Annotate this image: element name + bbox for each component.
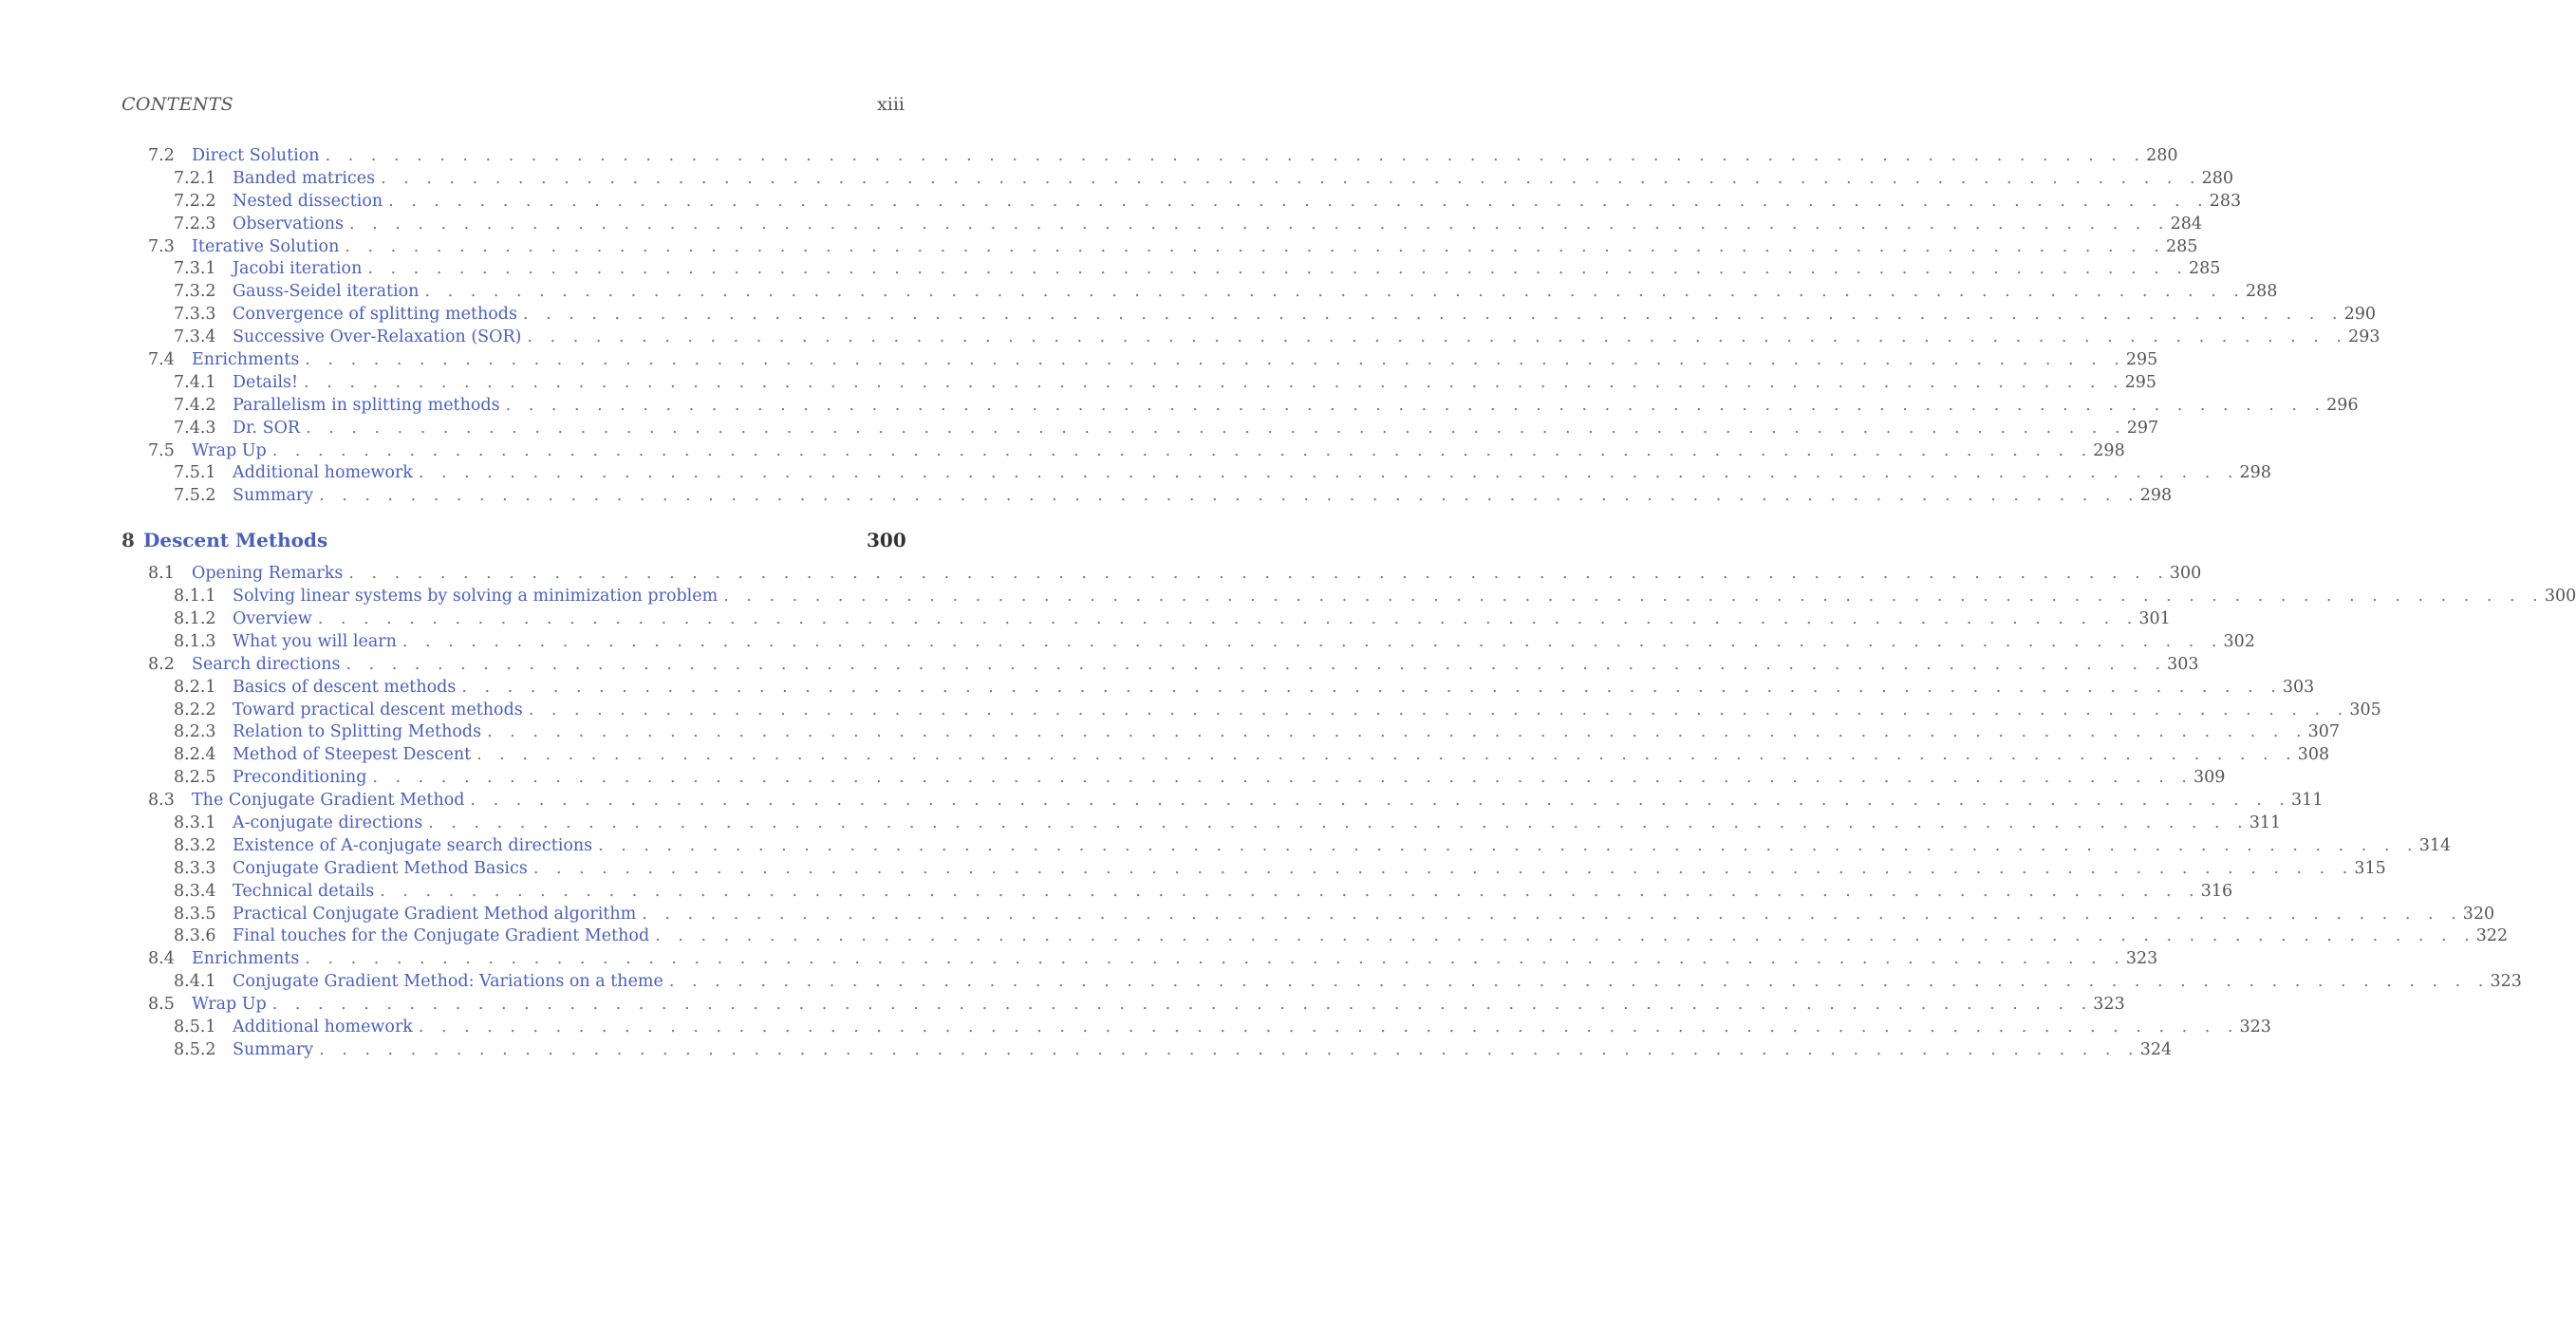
toc-entry-number: 8.3 (148, 791, 175, 811)
dot-leader: . . . . . . . . . . . . . . . . . . . . . . . . . . . . . . . . . . . . . . . . . . . . . . . . . . . . . . . . . . . . . . . . . . . . . . . . . . . . . . . . (319, 1039, 2140, 1059)
dot-leader: . . . . . . . . . . . . . . . . . . . . . . . . . . . . . . . . . . . . . . . . . . . . . . . . . . . . . . . . . . . . . . . . . . . . . . . . . . . . . . . . (380, 881, 2201, 901)
toc-entry-number: 8.1.1 (174, 587, 216, 607)
toc-entry-page[interactable]: 302 (2223, 631, 2255, 651)
dot-leader: . . . . . . . . . . . . . . . . . . . . . . . . . . . . . . . . . . . . . . . . . . . . . . . . . . . . . . . . . . . . . . . . . . . . . . . . . . . . . . . . (401, 631, 2223, 651)
dot-leader: . . . . . . . . . . . . . . . . . . . . . . . . . . . . . . . . . . . . . . . . . . . . . . . . . . . . . . . . . . . . . . . . . . . . . . . . . . . . . . . . (381, 168, 2202, 188)
toc-entry-subsection[interactable] (121, 257, 2221, 280)
toc-entry-subsection[interactable] (121, 190, 2242, 213)
toc-entry-number: 7.2 (148, 145, 175, 165)
toc-entry-number: 8.5.2 (174, 1039, 216, 1059)
toc-entry-number: 7.3.3 (174, 305, 216, 325)
toc-entry-link[interactable]: Relation to Splitting Methods (233, 722, 482, 742)
toc-entry-link[interactable]: Gauss-Seidel iteration (233, 282, 420, 302)
toc-entry-section[interactable] (121, 439, 2125, 462)
dot-leader: . . . . . . . . . . . . . . . . . . . . . . . . . . . . . . . . . . . . . . . . . . . . . . . . . . . . . . . . . . . . . . . . . . . . . . . . . . . . . . . . (306, 418, 2127, 438)
toc-entry-subsection[interactable] (121, 834, 2452, 857)
toc-entry-number: 7.4.1 (174, 372, 216, 392)
toc-entry-section[interactable] (121, 562, 2202, 585)
dot-leader: . . . . . . . . . . . . . . . . . . . . . . . . . . . . . . . . . . . . . . . . . . . . . . . . . . . . . . . . . . . . . . . . . . . . . . . . . . . . . . . . (271, 995, 2093, 1015)
dot-leader: . . . . . . . . . . . . . . . . . . . . . . . . . . . . . . . . . . . . . . . . . . . . . . . . . . . . . . . . . . . . . . . . . . . . . . . . . . . . . . . . (461, 677, 2283, 697)
toc-entry-number: 8.3.5 (174, 904, 216, 924)
toc-entry-section[interactable] (121, 993, 2125, 1016)
toc-entry-page[interactable]: 280 (2146, 145, 2178, 165)
toc-entry-subsection[interactable] (121, 417, 2159, 439)
toc-entry-link[interactable]: Existence of A-conjugate search directions (233, 835, 593, 855)
toc-entry-chapter[interactable] (121, 527, 905, 553)
dot-leader: . . . . . . . . . . . . . . . . . . . . . . . . . . . . . . . . . . . . . . . . . . . . . . . . . . . . . . . . . . . . . . . . . . . . . . . . . . . . . . . . (424, 282, 2246, 302)
toc-entry-number: 7.3.2 (174, 282, 216, 302)
toc-entry-number: 8.1 (148, 564, 175, 584)
running-title: CONTENTS (121, 94, 233, 115)
toc-entry-page[interactable]: 320 (2462, 904, 2495, 924)
dot-leader: . . . . . . . . . . . . . . . . . . . . . . . . . . . . . . . . . . . . . . . . . . . . . . . . . . . . . . . . . . . . . . . . . . . . . . . . . . . . . . . . (418, 1018, 2239, 1037)
toc-entry-page[interactable]: 285 (2188, 259, 2221, 279)
dot-leader: . . . . . . . . . . . . . . . . . . . . . . . . . . . . . . . . . . . . . . . . . . . . . . . . . . . . . . . . . . . . . . . . . . . . . . . . . . . . . . . . (319, 486, 2140, 506)
toc-entry-subsection[interactable] (121, 970, 2522, 993)
toc-entry-page[interactable]: 295 (2125, 349, 2158, 369)
toc-entry-subsection[interactable] (121, 720, 2341, 743)
toc-entry-page[interactable]: 311 (2291, 791, 2324, 811)
toc-entry-section[interactable] (121, 235, 2198, 258)
toc-entry-page[interactable]: 280 (2201, 168, 2234, 188)
toc-entry-page[interactable]: 322 (2475, 926, 2509, 946)
toc-entry-page[interactable]: 285 (2165, 236, 2198, 256)
toc-entry-page[interactable]: 305 (2349, 700, 2381, 719)
dot-leader: . . . . . . . . . . . . . . . . . . . . . . . . . . . . . . . . . . . . . . . . . . . . . . . . . . . . . . . . . . . . . . . . . . . . . . . . . . . . . . . . (528, 700, 2349, 719)
toc-entry-number: 8.1.3 (174, 631, 216, 651)
dot-leader: . . . . . . . . . . . . . . . . . . . . . . . . . . . . . . . . . . . . . . . . . . . . . . . . . . . . . . . . . . . . . . . . . . . . . . . . . . . . . . . . (428, 812, 2249, 832)
toc-entry-link[interactable]: Successive Over-Relaxation (SOR) (233, 327, 522, 347)
toc-entry-link[interactable]: Basics of descent methods (233, 677, 457, 697)
toc-entry-page[interactable]: 298 (2239, 463, 2271, 483)
toc-entry-link[interactable]: Descent Methods (143, 529, 328, 552)
toc-entry-number: 8.5 (148, 995, 175, 1015)
toc-entry-page[interactable]: 311 (2249, 812, 2282, 832)
toc-entry-number: 8.3.6 (174, 926, 216, 946)
toc-entry-link[interactable]: Additional homework (233, 1018, 413, 1037)
toc-entry-page[interactable]: 293 (2348, 327, 2380, 347)
toc-entry-link[interactable]: Conjugate Gradient Method: Variations on a theme (233, 972, 663, 992)
toc-entry-subsection[interactable] (121, 213, 2202, 235)
toc-entry-link[interactable]: Summary (233, 486, 314, 506)
dot-leader: . . . . . . . . . . . . . . . . . . . . . . . . . . . . . . . . . . . . . . . . . . . . . . . . . . . . . . . . . . . . . . . . . . . . . . . . . . . . . . . . (349, 214, 2170, 233)
dot-leader: . . . . . . . . . . . . . . . . . . . . . . . . . . . . . . . . . . . . . . . . . . . . . . . . . . . . . . . . . . . . . . . . . . . . . . . . . . . . . . . . (655, 926, 2476, 946)
toc-entry-link[interactable]: Enrichments (192, 949, 300, 969)
toc-entry-subsection[interactable] (121, 766, 2226, 789)
toc-entry-number: 8.3.4 (174, 881, 216, 901)
toc-entry-number: 7.3.4 (174, 327, 216, 347)
dot-leader: . . . . . . . . . . . . . . . . . . . . . . . . . . . . . . . . . . . . . . . . . . . . . . . . . . . . . . . . . . . . . . . . . . . . . . . . . . . . . . . . (317, 608, 2138, 628)
toc-entry-link[interactable]: Final touches for the Conjugate Gradient Method (233, 926, 650, 946)
page-header (121, 91, 905, 118)
toc-entry-number: 8.2.2 (174, 700, 216, 719)
toc-entry-subsection[interactable] (121, 461, 2271, 484)
toc-entry-link[interactable]: Preconditioning (233, 768, 367, 788)
toc-entry-page[interactable]: 303 (2167, 654, 2199, 674)
toc-entry-subsection[interactable] (121, 699, 2381, 721)
toc-entry-link[interactable]: Iterative Solution (192, 236, 340, 256)
toc-entry-page[interactable]: 298 (2139, 486, 2173, 506)
toc-entry-page[interactable]: 297 (2126, 418, 2159, 438)
toc-entry-number: 7.2.2 (174, 191, 216, 211)
toc-entry-link[interactable]: Nested dissection (233, 191, 383, 211)
dot-leader: . . . . . . . . . . . . . . . . . . . . . . . . . . . . . . . . . . . . . . . . . . . . . . . . . . . . . . . . . . . . . . . . . . . . . . . . . . . . . . . . (418, 463, 2239, 483)
toc-entry-section[interactable] (121, 947, 2158, 970)
toc-entry-link[interactable]: Parallelism in splitting methods (233, 395, 500, 415)
toc-entry-section[interactable] (121, 144, 2178, 167)
toc-entry-subsection[interactable] (121, 303, 2376, 326)
toc-entry-subsection[interactable] (121, 167, 2234, 190)
toc-entry-number: 8.2.5 (174, 768, 216, 788)
toc-entry-subsection[interactable] (121, 743, 2330, 766)
toc-entry-number: 8.2 (148, 654, 175, 674)
toc-entry-section[interactable] (121, 348, 2158, 371)
toc-entry-link[interactable]: Dr. SOR (233, 418, 301, 438)
toc-entry-link[interactable]: Details! (233, 372, 299, 392)
toc-entry-number: 8 (121, 529, 135, 552)
toc-entry-link[interactable]: Method of Steepest Descent (233, 745, 472, 765)
toc-entry-number: 8.5.1 (174, 1018, 216, 1037)
toc-entry-link[interactable]: A-conjugate directions (233, 812, 423, 832)
toc-entry-page[interactable]: 316 (2200, 881, 2233, 901)
dot-leader: . . . . . . . . . . . . . . . . . . . . . . . . . . . . . . . . . . . . . . . . . . . . . . . . . . . . . . . . . . . . . . . . . . . . . . . . . . . . . . . . (367, 259, 2189, 279)
toc-entry-subsection[interactable] (121, 925, 2509, 948)
toc-entry-number: 7.5 (148, 440, 175, 460)
toc-entry-link[interactable]: Opening Remarks (192, 564, 344, 584)
dot-leader: . . . . . . . . . . . . . . . . . . . . . . . . . . . . . . . . . . . . . . . . . . . . . . . . . . . . . . . . . . . . . . . . . . . . . . . . . . . . . . . . (325, 145, 2146, 165)
toc-entry-page[interactable]: 300 (2169, 564, 2202, 584)
toc-entry-page[interactable]: 300 (867, 529, 906, 552)
toc-entry-subsection[interactable] (121, 607, 2171, 630)
toc-entry-link[interactable]: Conjugate Gradient Method Basics (233, 858, 528, 878)
dot-leader: . . . . . . . . . . . . . . . . . . . . . . . . . . . . . . . . . . . . . . . . . . . . . . . . . . . . . . . . . . . . . . . . . . . . . . . . . . . . . . . . (305, 949, 2126, 969)
toc-entry-link[interactable]: Overview (233, 608, 312, 628)
toc-entry-number: 8.1.2 (174, 608, 216, 628)
toc-entry-page[interactable]: 303 (2282, 677, 2315, 697)
toc-entry-page[interactable]: 298 (2093, 440, 2125, 460)
toc-entry-subsection[interactable] (121, 1016, 2271, 1038)
dot-leader: . . . . . . . . . . . . . . . . . . . . . . . . . . . . . . . . . . . . . . . . . . . . . . . . . . . . . . . . . . . . . . . . . . . . . . . . . . . . . . . . (522, 305, 2343, 325)
toc-entry-page[interactable]: 301 (2138, 608, 2171, 628)
dot-leader: . . . . . . . . . . . . . . . . . . . . . . . . . . . . . . . . . . . . . . . . . . . . . . . . . . . . . . . . . . . . . . . . . . . . . . . . . . . . . . . . (304, 372, 2125, 392)
toc-entry-page[interactable]: 290 (2343, 305, 2376, 325)
toc-entry-page[interactable]: 295 (2124, 372, 2157, 392)
dot-leader: . . . . . . . . . . . . . . . . . . . . . . . . . . . . . . . . . . . . . . . . . . . . . . . . . . . . . . . . . . . . . . . . . . . . . . . . . . . . . . . . (388, 191, 2210, 211)
toc-entry-page[interactable]: 284 (2170, 214, 2202, 233)
toc-entry-link[interactable]: Direct Solution (192, 145, 320, 165)
toc-entry-number: 7.4 (148, 349, 175, 369)
table-of-contents (121, 144, 2576, 1061)
toc-entry-link[interactable]: Jacobi iteration (233, 259, 363, 279)
dot-leader: . . . . . . . . . . . . . . . . . . . . . . . . . . . . . . . . . . . . . . . . . . . . . . . . . . . . . . . . . . . . . . . . . . . . . . . . . . . . . . . . (345, 236, 2166, 256)
toc-entry-number: 7.5.1 (174, 463, 216, 483)
toc-entry-link[interactable]: Wrap Up (192, 440, 267, 460)
toc-entry-page[interactable]: 300 (2544, 587, 2576, 607)
toc-entry-number: 8.2.4 (174, 745, 216, 765)
toc-entry-subsection[interactable] (121, 326, 2380, 348)
dot-leader: . . . . . . . . . . . . . . . . . . . . . . . . . . . . . . . . . . . . . . . . . . . . . . . . . . . . . . . . . . . . . . . . . . . . . . . . . . . . . . . . (305, 349, 2126, 369)
toc-entry-section[interactable] (121, 789, 2324, 812)
toc-entry-subsection[interactable] (121, 903, 2495, 925)
toc-entry-number: 7.2.1 (174, 168, 216, 188)
toc-entry-page[interactable]: 323 (2490, 972, 2522, 992)
toc-entry-number: 8.3.2 (174, 835, 216, 855)
toc-entry-page[interactable]: 309 (2193, 768, 2226, 788)
toc-entry-link[interactable]: Technical details (233, 881, 375, 901)
toc-entry-number: 7.4.3 (174, 418, 216, 438)
toc-entry-link[interactable]: The Conjugate Gradient Method (192, 791, 465, 811)
toc-entry-link[interactable]: Summary (233, 1039, 314, 1059)
dot-leader: . . . . . . . . . . . . . . . . . . . . . . . . . . . . . . . . . . . . . . . . . . . . . . . . . . . . . . . . . . . . . . . . . . . . . . . . . . . . . . . . (723, 587, 2545, 607)
toc-entry-number: 7.2.3 (174, 214, 216, 233)
dot-leader: . . . . . . . . . . . . . . . . . . . . . . . . . . . . . . . . . . . . . . . . . . . . . . . . . . . . . . . . . . . . . . . . . . . . . . . . . . . . . . . . (476, 745, 2298, 765)
toc-entry-number: 8.4 (148, 949, 175, 969)
dot-leader: . . . . . . . . . . . . . . . . . . . . . . . . . . . . . . . . . . . . . . . . . . . . . . . . . . . . . . . . . . . . . . . . . . . . . . . . . . . . . . . . (470, 791, 2291, 811)
toc-entry-link[interactable]: Practical Conjugate Gradient Method algorithm (233, 904, 637, 924)
toc-entry-link[interactable]: Convergence of splitting methods (233, 305, 517, 325)
toc-entry-subsection[interactable] (121, 585, 2576, 607)
toc-entry-number: 8.4.1 (174, 972, 216, 992)
toc-entry-page[interactable]: 288 (2246, 282, 2278, 302)
toc-entry-link[interactable]: Enrichments (192, 349, 300, 369)
toc-entry-link[interactable]: Solving linear systems by solving a minimization problem (233, 587, 719, 607)
toc-entry-page[interactable]: 323 (2125, 949, 2158, 969)
toc-entry-section[interactable] (121, 653, 2199, 676)
toc-entry-subsection[interactable] (121, 484, 2173, 507)
dot-leader: . . . . . . . . . . . . . . . . . . . . . . . . . . . . . . . . . . . . . . . . . . . . . . . . . . . . . . . . . . . . . . . . . . . . . . . . . . . . . . . . (668, 972, 2490, 992)
toc-entry-page[interactable]: 323 (2093, 995, 2125, 1015)
toc-entry-number: 8.2.3 (174, 722, 216, 742)
toc-entry-subsection[interactable] (121, 857, 2386, 880)
dot-leader: . . . . . . . . . . . . . . . . . . . . . . . . . . . . . . . . . . . . . . . . . . . . . . . . . . . . . . . . . . . . . . . . . . . . . . . . . . . . . . . . (532, 858, 2354, 878)
toc-entry-page[interactable]: 283 (2209, 191, 2242, 211)
toc-entry-link[interactable]: What you will learn (233, 631, 397, 651)
toc-entry-link[interactable]: Observations (233, 214, 344, 233)
dot-leader: . . . . . . . . . . . . . . . . . . . . . . . . . . . . . . . . . . . . . . . . . . . . . . . . . . . . . . . . . . . . . . . . . . . . . . . . . . . . . . . . (505, 395, 2326, 415)
toc-entry-number: 8.3.1 (174, 812, 216, 832)
toc-entry-link[interactable]: Additional homework (233, 463, 413, 483)
dot-leader: . . . . . . . . . . . . . . . . . . . . . . . . . . . . . . . . . . . . . . . . . . . . . . . . . . . . . . . . . . . . . . . . . . . . . . . . . . . . . . . . (487, 722, 2308, 742)
toc-entry-subsection[interactable] (121, 1038, 2173, 1061)
toc-entry-page[interactable]: 314 (2418, 835, 2452, 855)
toc-entry-page[interactable]: 308 (2297, 745, 2330, 765)
toc-entry-number: 8.3.3 (174, 858, 216, 878)
toc-entry-page[interactable]: 307 (2307, 722, 2341, 742)
toc-entry-link[interactable]: Banded matrices (233, 168, 376, 188)
toc-entry-subsection[interactable] (121, 880, 2233, 903)
toc-entry-number: 8.2.1 (174, 677, 216, 697)
dot-leader: . . . . . . . . . . . . . . . . . . . . . . . . . . . . . . . . . . . . . . . . . . . . . . . . . . . . . . . . . . . . . . . . . . . . . . . . . . . . . . . . (348, 564, 2170, 584)
dot-leader: . . . . . . . . . . . . . . . . . . . . . . . . . . . . . . . . . . . . . . . . . . . . . . . . . . . . . . . . . . . . . . . . . . . . . . . . . . . . . . . . (527, 327, 2348, 347)
toc-entry-link[interactable]: Wrap Up (192, 995, 267, 1015)
toc-entry-number: 7.3 (148, 236, 175, 256)
dot-leader: . . . . . . . . . . . . . . . . . . . . . . . . . . . . . . . . . . . . . . . . . . . . . . . . . . . . . . . . . . . . . . . . . . . . . . . . . . . . . . . . (271, 440, 2093, 460)
toc-entry-link[interactable]: Search directions (192, 654, 341, 674)
toc-entry-page[interactable]: 323 (2239, 1018, 2271, 1037)
toc-entry-subsection[interactable] (121, 371, 2157, 394)
toc-entry-number: 7.3.1 (174, 259, 216, 279)
toc-entry-subsection[interactable] (121, 676, 2315, 699)
dot-leader: . . . . . . . . . . . . . . . . . . . . . . . . . . . . . . . . . . . . . . . . . . . . . . . . . . . . . . . . . . . . . . . . . . . . . . . . . . . . . . . . (598, 835, 2419, 855)
dot-leader: . . . . . . . . . . . . . . . . . . . . . . . . . . . . . . . . . . . . . . . . . . . . . . . . . . . . . . . . . . . . . . . . . . . . . . . . . . . . . . . . (642, 904, 2463, 924)
toc-entry-subsection[interactable] (121, 280, 2278, 303)
toc-entry-number: 7.4.2 (174, 395, 216, 415)
toc-entry-page[interactable]: 315 (2354, 858, 2386, 878)
toc-entry-page[interactable]: 296 (2326, 395, 2359, 415)
toc-entry-subsection[interactable] (121, 394, 2359, 417)
toc-entry-page[interactable]: 324 (2139, 1039, 2173, 1059)
toc-entry-number: 7.5.2 (174, 486, 216, 506)
page-number: xiii (877, 94, 905, 115)
dot-leader: . . . . . . . . . . . . . . . . . . . . . . . . . . . . . . . . . . . . . . . . . . . . . . . . . . . . . . . . . . . . . . . . . . . . . . . . . . . . . . . . (372, 768, 2193, 788)
toc-entry-link[interactable]: Toward practical descent methods (233, 700, 523, 719)
toc-entry-subsection[interactable] (121, 812, 2282, 834)
dot-leader: . . . . . . . . . . . . . . . . . . . . . . . . . . . . . . . . . . . . . . . . . . . . . . . . . . . . . . . . . . . . . . . . . . . . . . . . . . . . . . . . (345, 654, 2167, 674)
toc-entry-subsection[interactable] (121, 630, 2255, 653)
